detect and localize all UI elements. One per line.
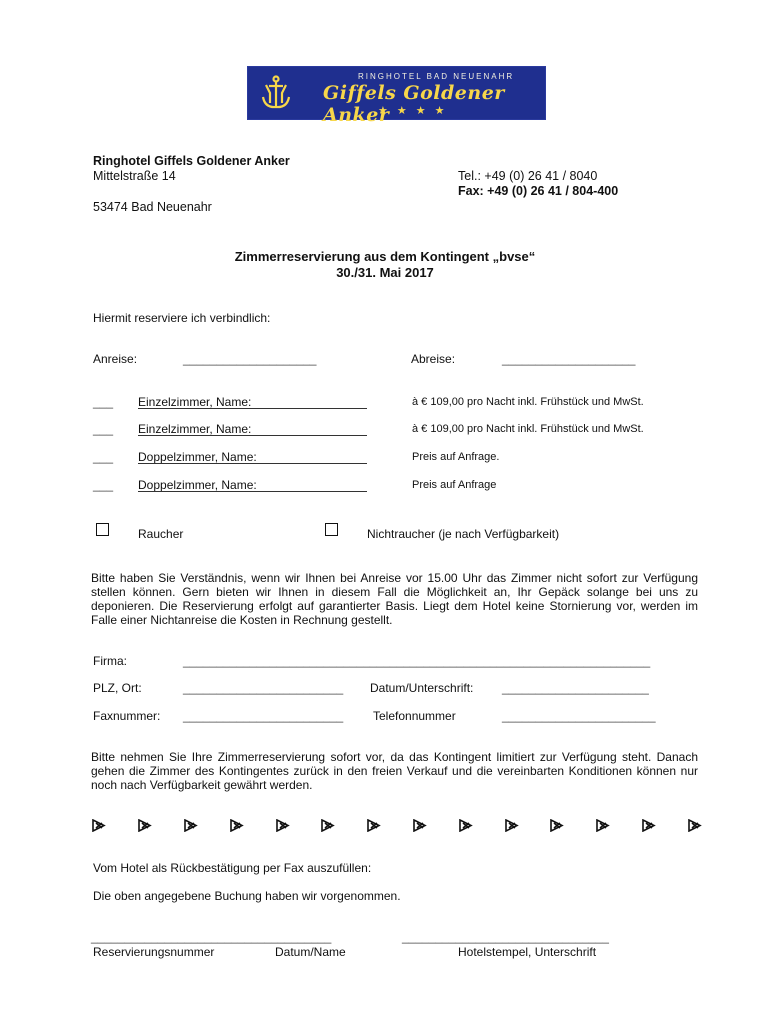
hotel-name: Ringhotel Giffels Goldener Anker	[93, 154, 290, 168]
scissors-icon	[459, 819, 473, 832]
scissors-icon	[138, 819, 152, 832]
nonsmoker-checkbox[interactable]	[325, 523, 338, 536]
hotel-logo	[247, 66, 546, 126]
scissors-icon	[642, 819, 656, 832]
room-quantity-field[interactable]: ___	[93, 478, 114, 492]
room-quantity-field[interactable]: ___	[93, 395, 114, 409]
page-title: Zimmerreservierung aus dem Kontingent „bvse“	[234, 249, 536, 264]
booking-confirmed-text: Die oben angegebene Buchung haben wir vorgenommen.	[93, 889, 401, 903]
room-price: Preis auf Anfrage	[412, 479, 497, 491]
room-type-label: Doppelzimmer, Name:	[138, 450, 257, 464]
date-signature-label: Datum/Unterschrift:	[370, 681, 474, 695]
fax-number-field[interactable]: ________________________	[183, 709, 344, 723]
smoker-checkbox[interactable]	[96, 523, 109, 536]
scissors-icon	[92, 819, 106, 832]
anchor-icon	[256, 73, 296, 113]
scissors-icon	[550, 819, 564, 832]
room-price: à € 109,00 pro Nacht inkl. Frühstück und MwSt.	[412, 396, 644, 408]
room-price: Preis auf Anfrage.	[412, 451, 500, 463]
nonsmoker-label: Nichtraucher (je nach Verfügbarkeit)	[367, 527, 560, 541]
room-quantity-field[interactable]: ___	[93, 422, 114, 436]
scissors-icon	[367, 819, 381, 832]
room-name-field[interactable]	[138, 491, 367, 492]
logo-wordmark: Giffels Goldener Anker	[323, 82, 505, 126]
scissors-icon	[596, 819, 610, 832]
hotel-stamp-field[interactable]: _______________________________	[402, 930, 609, 944]
page-subtitle: 30./31. Mai 2017	[336, 265, 434, 280]
phone-label: Telefonnummer	[373, 709, 456, 723]
intro-text: Hiermit reserviere ich verbindlich:	[93, 311, 271, 325]
date-signature-field[interactable]: ______________________	[502, 681, 649, 695]
reservation-number-label: Reservierungsnummer	[93, 945, 215, 959]
zip-city-label: PLZ, Ort:	[93, 681, 142, 695]
date-name-label: Datum/Name	[275, 945, 346, 959]
phone-field[interactable]: _______________________	[502, 709, 656, 723]
room-type-label: Einzelzimmer, Name:	[138, 395, 252, 409]
hotel-tel: Tel.: +49 (0) 26 41 / 8040	[458, 169, 598, 183]
scissors-icon	[321, 819, 335, 832]
room-name-field[interactable]	[138, 408, 367, 409]
scissors-icon	[184, 819, 198, 832]
room-price: à € 109,00 pro Nacht inkl. Frühstück und MwSt.	[412, 423, 644, 435]
hotel-city: 53474 Bad Neuenahr	[93, 200, 212, 214]
rating-stars: ★★★★	[378, 105, 454, 117]
company-field[interactable]: ______________________________________________________________________	[183, 654, 651, 668]
room-type-label: Doppelzimmer, Name:	[138, 478, 257, 492]
room-quantity-field[interactable]: ___	[93, 450, 114, 464]
scissors-icon	[230, 819, 244, 832]
scissors-icon	[688, 819, 702, 832]
departure-label: Abreise:	[411, 352, 456, 366]
hotel-street: Mittelstraße 14	[93, 169, 176, 183]
fax-number-label: Faxnummer:	[93, 709, 161, 723]
hotel-confirmation-heading: Vom Hotel als Rückbestätigung per Fax auszufüllen:	[93, 861, 372, 875]
room-name-field[interactable]	[138, 435, 367, 436]
room-type-label: Einzelzimmer, Name:	[138, 422, 252, 436]
reservation-signature-field[interactable]: ____________________________________	[91, 930, 332, 944]
smoker-label: Raucher	[138, 527, 184, 541]
quota-notice-text: Bitte nehmen Sie Ihre Zimmerreservierung sofort vor, da das Kontingent limitiert zur Verfügung steht. Danach gehen die Zimmer des Kontingentes zurück in den freien Verkauf und die vereinbarten Konditionen können nur noch nach Verfügbarkeit gewährt werden.	[91, 750, 698, 792]
arrival-field[interactable]: ____________________	[183, 352, 317, 366]
departure-field[interactable]: ____________________	[502, 352, 636, 366]
arrival-policy-text: Bitte haben Sie Verständnis, wenn wir Ihnen bei Anreise vor 15.00 Uhr das Zimmer nicht sofort zur Verfügung stellen können. Gern bieten wir Ihnen in diesem Fall die Möglichkeit an, Ihr Gepäck solange bei uns zu deponieren. Die Reservierung erfolgt auf garantierter Basis. Liegt dem Hotel keine Stornierung vor, werden im Falle einer Nichtanreise die Kosten in Rechnung gestellt.	[91, 571, 698, 627]
scissors-icon	[505, 819, 519, 832]
room-name-field[interactable]	[138, 463, 367, 464]
company-label: Firma:	[93, 654, 127, 668]
logo-kicker: RINGHOTEL BAD NEUENAHR	[358, 72, 515, 81]
scissors-icon	[413, 819, 427, 832]
hotel-stamp-label: Hotelstempel, Unterschrift	[458, 945, 597, 959]
arrival-label: Anreise:	[93, 352, 138, 366]
hotel-fax: Fax: +49 (0) 26 41 / 804-400	[458, 184, 619, 198]
zip-city-field[interactable]: ________________________	[183, 681, 344, 695]
scissors-icon	[276, 819, 290, 832]
